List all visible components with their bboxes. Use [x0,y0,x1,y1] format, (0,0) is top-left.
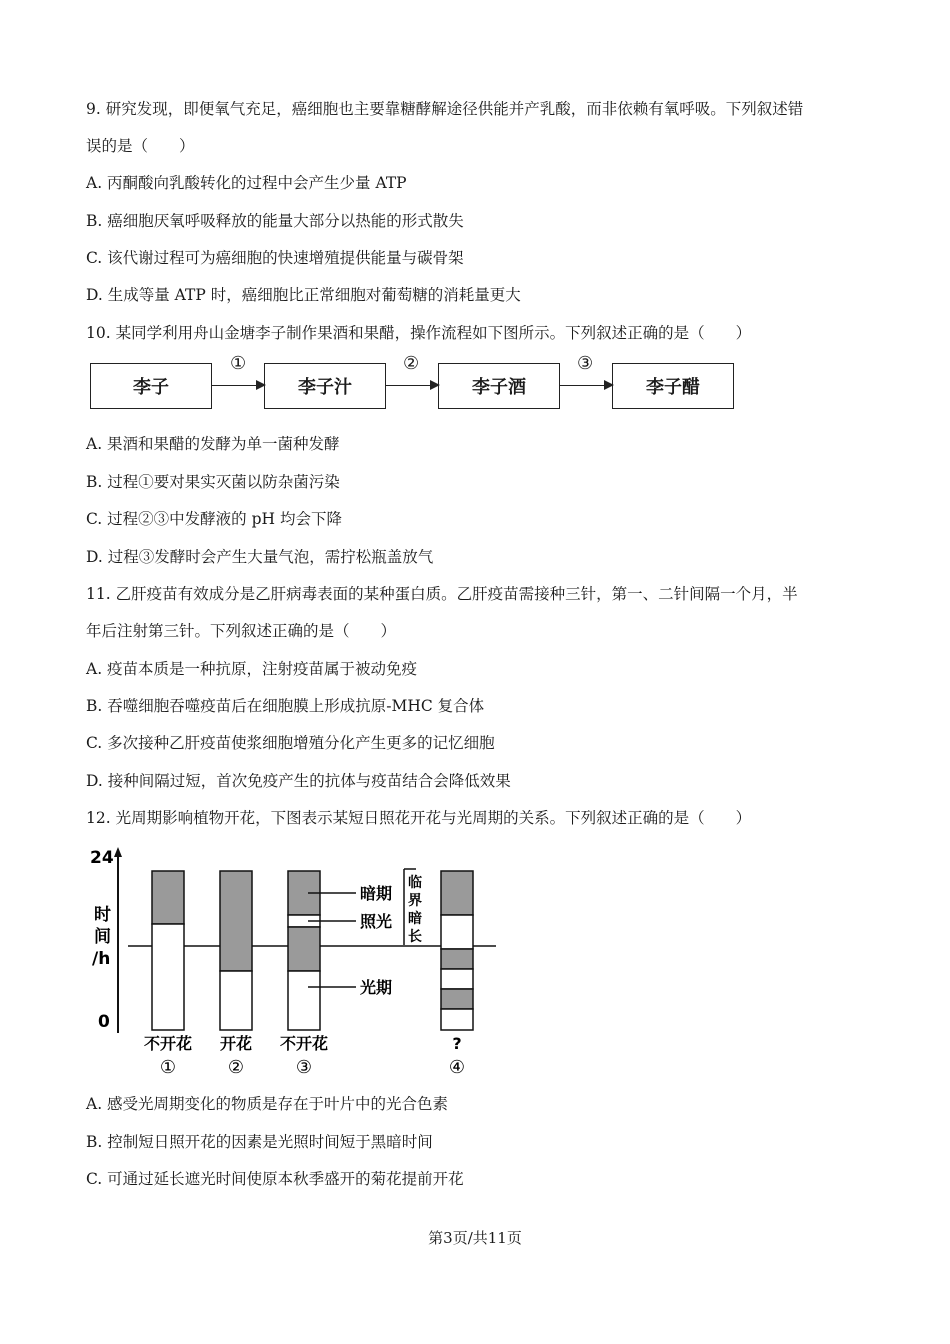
q12-option-b: B. 控制短日照开花的因素是光照时间短于黑暗时间 [86,1133,433,1151]
q10-option-a: A. 果酒和果醋的发酵为单一菌种发酵 [86,435,340,453]
q12-option-a: A. 感受光周期变化的物质是存在于叶片中的光合色素 [86,1095,449,1113]
label-critical-3: 暗 [408,911,422,927]
bar1-light [152,924,184,1030]
bar1-number: ① [159,1057,177,1078]
flow-box-juice: 李子汁 [264,363,386,409]
y-axis-arrow [114,847,122,857]
flow-box-wine: 李子酒 [438,363,560,409]
page-footer: 第3页/共11页 [428,1229,522,1247]
flow-step-2: ② [403,353,420,374]
q11-option-d: D. 接种间隔过短，首次免疫产生的抗体与疫苗结合会降低效果 [86,772,511,790]
flow-step-3: ③ [577,353,594,374]
photoperiod-diagram [86,845,526,1080]
q9-stem-line1: 9. 研究发现，即便氧气充足，癌细胞也主要靠糖酵解途径供能并产乳酸，而非依赖有氧呼吸。下列叙述错 [86,100,804,118]
bar2-caption: 开花 [219,1034,253,1053]
y-label-3: /h [92,949,111,969]
q10-stem: 10. 某同学利用舟山金塘李子制作果酒和果醋，操作流程如下图所示。下列叙述正确的是（ ） [86,324,752,342]
q11-stem-line1: 11. 乙肝疫苗有效成分是乙肝病毒表面的某种蛋白质。乙肝疫苗需接种三针，第一、二针间隔一个月，半 [86,585,798,603]
bar4-light-1 [441,915,473,949]
q9-option-d: D. 生成等量 ATP 时，癌细胞比正常细胞对葡萄糖的消耗量更大 [86,286,521,304]
flow-arrow-3 [560,385,612,386]
bar1-caption: 不开花 [143,1034,193,1053]
flow-arrow-1 [212,385,264,386]
bar4-caption: ? [452,1034,462,1053]
bar2-light [220,971,252,1030]
label-critical-4: 长 [408,929,422,945]
q10-option-c: C. 过程②③中发酵液的 pH 均会下降 [86,510,342,528]
q11-option-c: C. 多次接种乙肝疫苗使浆细胞增殖分化产生更多的记忆细胞 [86,734,495,752]
bar2-dark [220,871,252,971]
bar3-dark-bottom [288,927,320,971]
flow-box-vinegar: 李子醋 [612,363,734,409]
bar3-light [288,971,320,1030]
bar4-number: ④ [448,1057,466,1078]
bar4-light-3 [441,1009,473,1030]
q9-stem-line2: 误的是（ ） [86,137,195,155]
y-label-1: 时 [94,905,111,925]
q10-option-d: D. 过程③发酵时会产生大量气泡，需拧松瓶盖放气 [86,548,434,566]
q10-option-b: B. 过程①要对果实灭菌以防杂菌污染 [86,473,340,491]
y-tick-24: 24 [90,848,114,868]
label-dark: 暗期 [360,884,393,903]
q11-stem-line2: 年后注射第三针。下列叙述正确的是（ ） [86,622,397,640]
bar4-light-2 [441,969,473,989]
bar1-dark [152,871,184,924]
y-tick-0: 0 [98,1012,110,1032]
flow-box-plum: 李子 [90,363,212,409]
q12-option-c: C. 可通过延长遮光时间使原本秋季盛开的菊花提前开花 [86,1170,464,1188]
q11-option-b: B. 吞噬细胞吞噬疫苗后在细胞膜上形成抗原-MHC 复合体 [86,697,485,715]
flow-step-1: ① [230,353,247,374]
label-light: 光期 [360,978,393,997]
q9-option-b: B. 癌细胞厌氧呼吸释放的能量大部分以热能的形式散失 [86,212,464,230]
bar4-dark-3 [441,989,473,1009]
q10-flow-diagram [90,353,750,415]
bar2-number: ② [227,1057,245,1078]
y-label-2: 间 [94,927,111,947]
q9-option-a: A. 丙酮酸向乳酸转化的过程中会产生少量 ATP [86,174,407,192]
bar4-dark-2 [441,949,473,969]
flow-arrow-2 [386,385,438,386]
label-critical-1: 临 [408,875,422,891]
bar3-caption: 不开花 [279,1034,329,1053]
bar3-number: ③ [295,1057,313,1078]
q11-option-a: A. 疫苗本质是一种抗原，注射疫苗属于被动免疫 [86,660,418,678]
q9-option-c: C. 该代谢过程可为癌细胞的快速增殖提供能量与碳骨架 [86,249,464,267]
label-critical-2: 界 [408,893,422,909]
label-flash: 照光 [360,912,393,931]
q12-stem: 12. 光周期影响植物开花，下图表示某短日照花开花与光周期的关系。下列叙述正确的是（ ） [86,809,752,827]
bar4-dark-1 [441,871,473,915]
